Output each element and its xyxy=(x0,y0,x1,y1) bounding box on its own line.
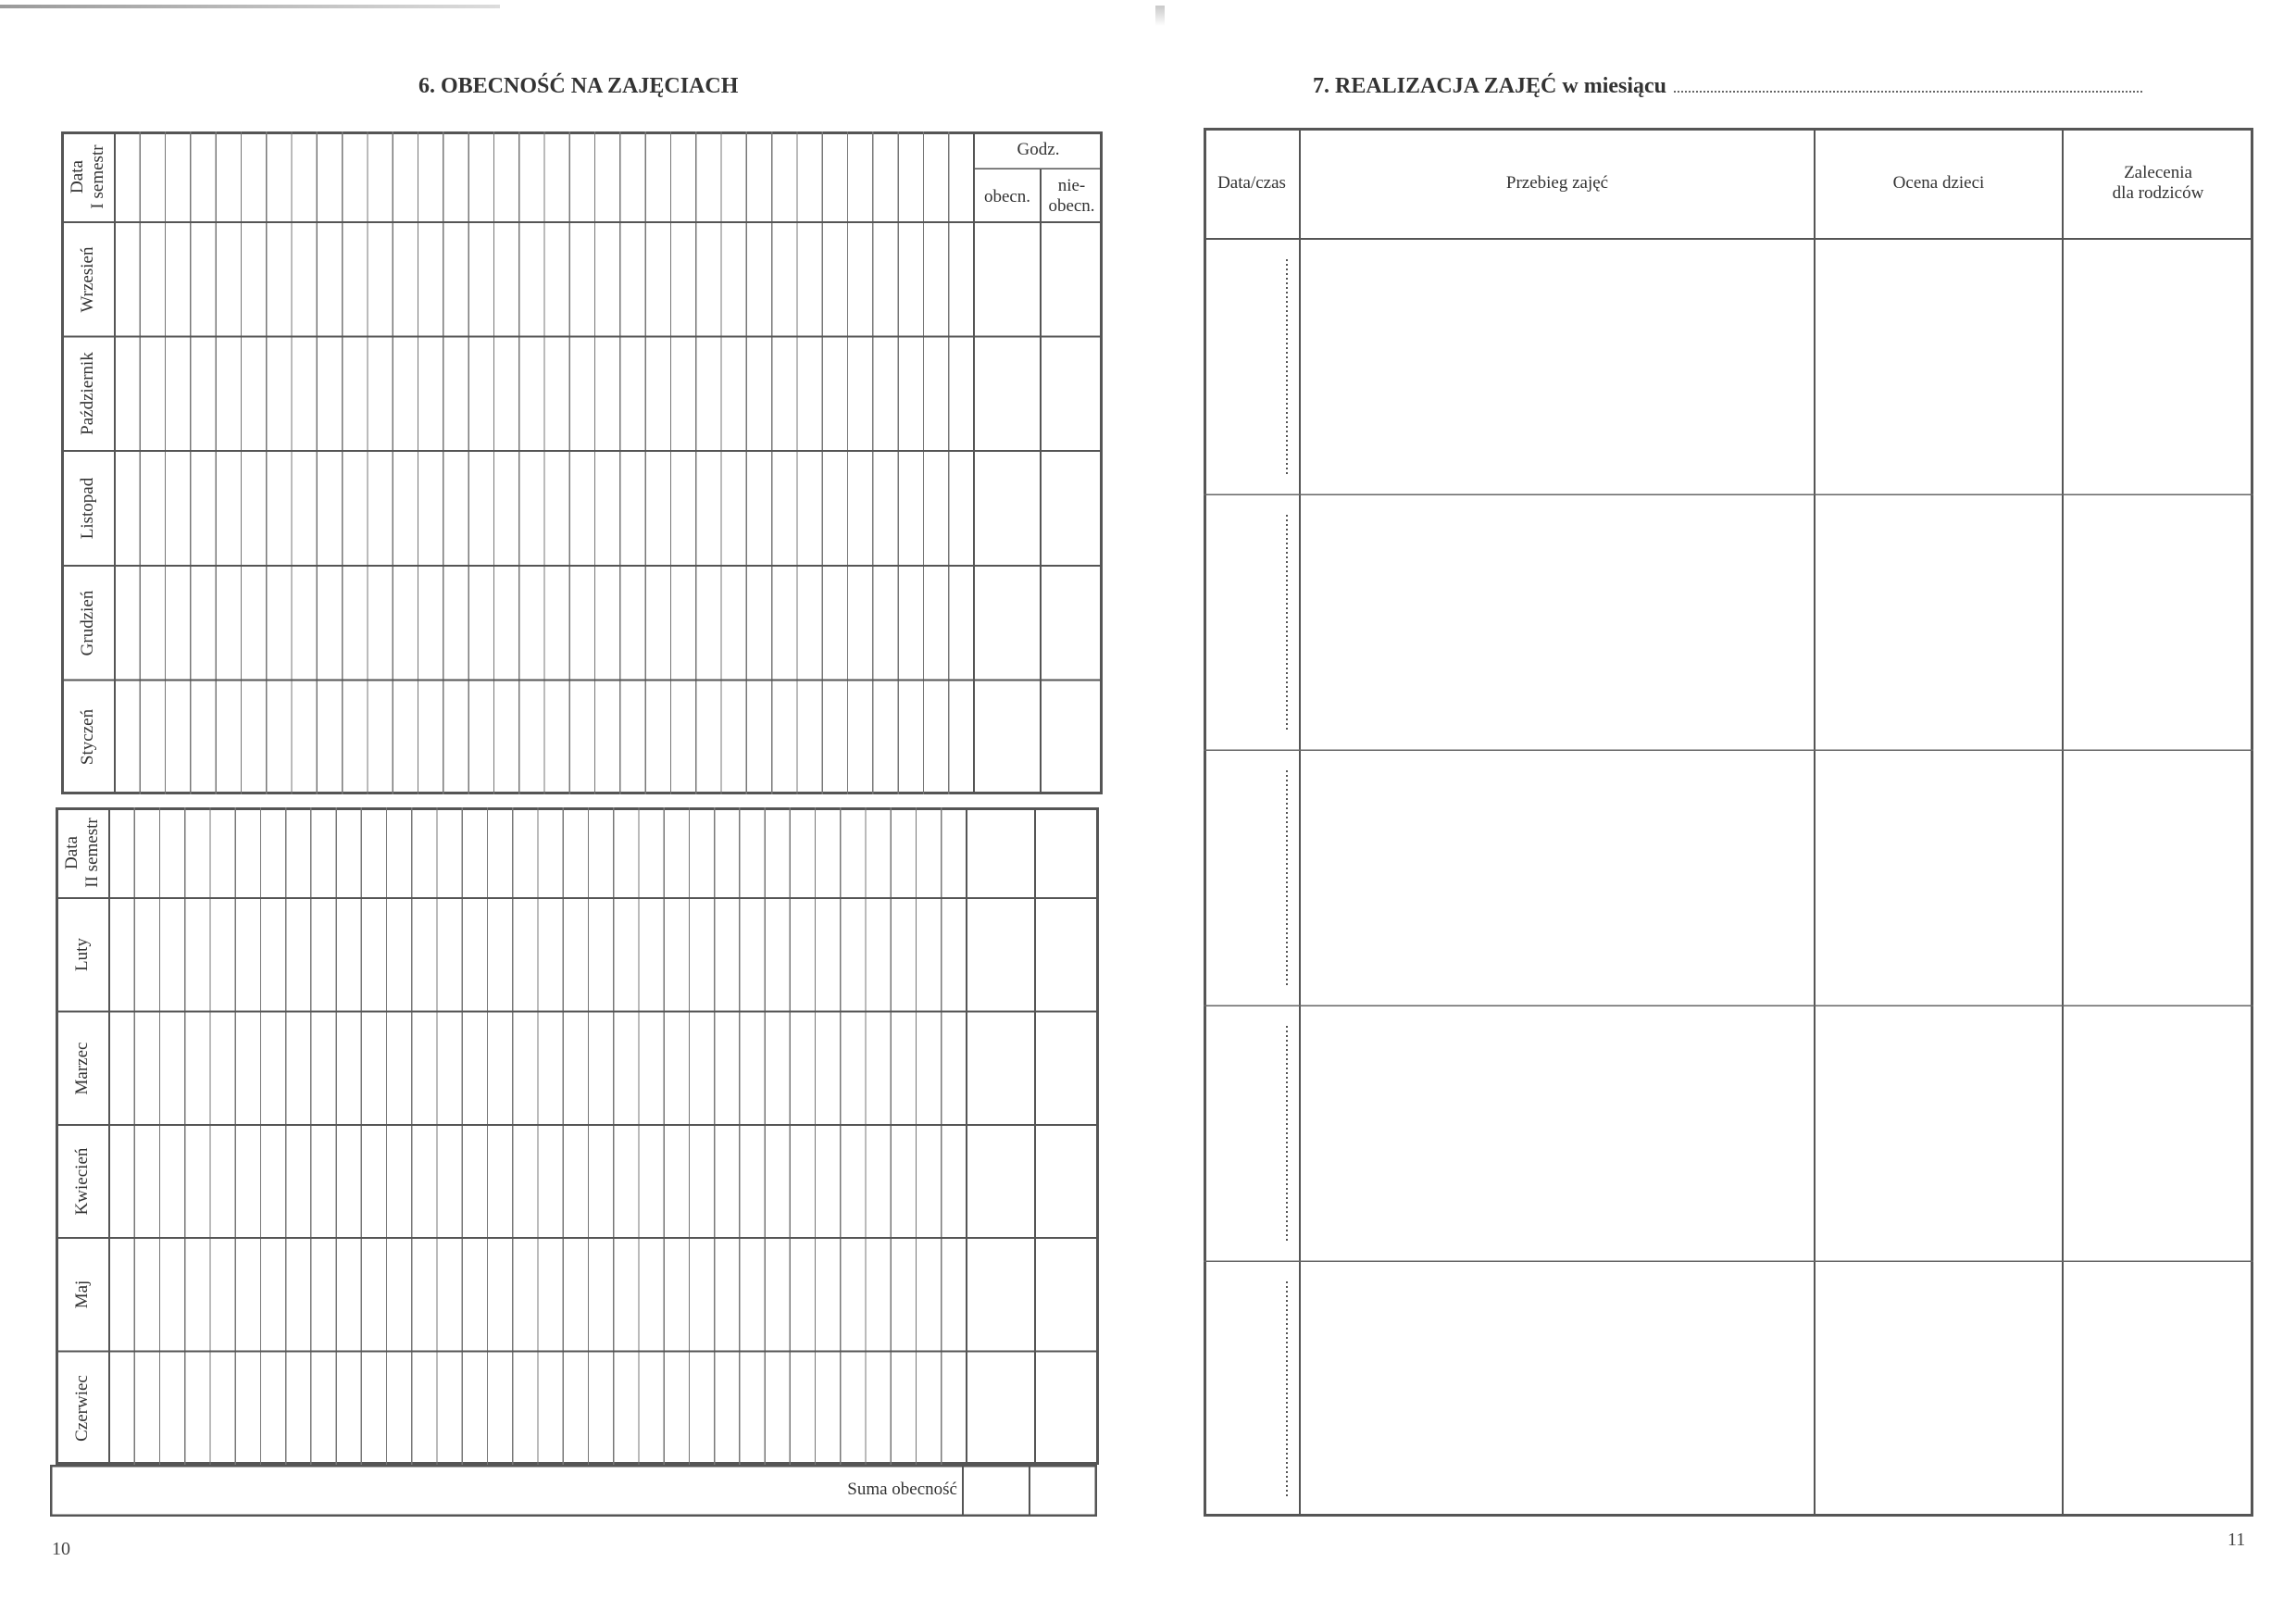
children-assessment-column-header xyxy=(1815,173,2063,194)
recommendation-cell[interactable] xyxy=(2065,497,2251,747)
semester-1-date-header xyxy=(68,131,108,222)
recommendation-cell[interactable] xyxy=(2065,753,2251,1003)
semester-2-date-header xyxy=(62,807,103,898)
present-hours-cell[interactable] xyxy=(968,1127,1033,1236)
implementation-title-text: 7. REALIZACJA ZAJĘĆ w miesiącu xyxy=(1313,74,1667,98)
present-hours-cell[interactable] xyxy=(976,224,1039,335)
course-cell[interactable] xyxy=(1303,1264,1812,1514)
semester-1-date-header-line: I semestr xyxy=(88,144,107,209)
present-hours-cell[interactable] xyxy=(968,900,1033,1009)
semester-1-date-header-line: Data xyxy=(68,160,87,194)
absent-hours-cell[interactable] xyxy=(1037,1127,1096,1236)
hours-header: Godz. xyxy=(1017,140,1060,159)
absent-column-header xyxy=(1041,176,1103,217)
absent-hours-cell[interactable] xyxy=(1037,900,1096,1009)
page-number-right: 11 xyxy=(2227,1530,2246,1550)
absent-column-header-line: nie- xyxy=(1057,176,1086,195)
absent-hours-cell[interactable] xyxy=(1042,681,1100,793)
recommendation-cell[interactable] xyxy=(2065,1008,2251,1258)
absent-hours-cell[interactable] xyxy=(1042,568,1100,679)
month-label-październik: Październik xyxy=(78,352,97,436)
course-cell[interactable] xyxy=(1303,1008,1812,1258)
date-time-cell[interactable] xyxy=(1206,1008,1297,1258)
sum-attendance-label: Suma obecność xyxy=(847,1480,957,1499)
month-label-listopad: Listopad xyxy=(78,477,97,540)
present-hours-cell[interactable] xyxy=(976,339,1039,450)
absent-hours-cell[interactable] xyxy=(1037,1240,1096,1349)
course-cell[interactable] xyxy=(1303,242,1812,492)
course-cell[interactable] xyxy=(1303,753,1812,1003)
absent-hours-cell[interactable] xyxy=(1037,1354,1096,1463)
month-fill-in-dots[interactable] xyxy=(1674,78,2142,93)
month-label-styczeń: Styczeń xyxy=(78,709,97,766)
absent-column-header-line: obecn. xyxy=(1048,196,1095,216)
date-time-cell[interactable] xyxy=(1206,753,1297,1003)
absent-hours-cell[interactable] xyxy=(1042,453,1100,564)
date-time-cell[interactable] xyxy=(1206,497,1297,747)
month-label-wrzesień: Wrzesień xyxy=(78,246,97,313)
month-label-maj: Maj xyxy=(72,1280,93,1309)
absent-hours-cell[interactable] xyxy=(1037,1013,1096,1122)
present-column-header: obecn. xyxy=(983,187,1031,206)
semester-2-date-header-line: II semestr xyxy=(82,818,102,888)
attendance-title xyxy=(418,74,738,99)
month-label-grudzień: Grudzień xyxy=(78,590,97,656)
sum-attendance-row xyxy=(50,1465,1097,1517)
parent-recommendations-column-header xyxy=(2063,163,2253,204)
present-hours-cell[interactable] xyxy=(968,1013,1033,1122)
parent-recommendations-column-header-line: dla rodziców xyxy=(2112,183,2204,203)
date-time-cell[interactable] xyxy=(1206,1264,1297,1514)
attendance-table-semester-2 xyxy=(56,807,1099,1465)
assessment-cell[interactable] xyxy=(1817,497,2060,747)
month-label-kwiecień: Kwiecień xyxy=(72,1147,93,1216)
scan-edge-line xyxy=(0,5,500,8)
month-label-marzec: Marzec xyxy=(72,1042,93,1095)
implementation-title xyxy=(1313,74,2142,99)
present-hours-cell[interactable] xyxy=(976,568,1039,679)
course-of-activities-column-header-line: Przebieg zajęć xyxy=(1505,173,1609,193)
date-time-column-header-line: Data/czas xyxy=(1217,173,1286,193)
date-time-column-header xyxy=(1204,173,1300,194)
attendance-table-semester-1 xyxy=(61,131,1103,794)
recommendation-cell[interactable] xyxy=(2065,1264,2251,1514)
date-time-cell[interactable] xyxy=(1206,242,1297,492)
present-hours-cell[interactable] xyxy=(976,453,1039,564)
assessment-cell[interactable] xyxy=(1817,242,2060,492)
attendance-title-text: 6. OBECNOŚĆ NA ZAJĘCIACH xyxy=(418,74,739,98)
assessment-cell[interactable] xyxy=(1817,753,2060,1003)
assessment-cell[interactable] xyxy=(1817,1008,2060,1258)
absent-hours-cell[interactable] xyxy=(1042,339,1100,450)
recommendation-cell[interactable] xyxy=(2065,242,2251,492)
course-cell[interactable] xyxy=(1303,497,1812,747)
page-number-left: 10 xyxy=(52,1539,70,1559)
semester-2-date-header-line: Data xyxy=(62,836,81,869)
scan-binding-mark xyxy=(1155,6,1165,26)
present-hours-cell[interactable] xyxy=(976,681,1039,793)
month-label-luty: Luty xyxy=(72,938,93,972)
month-label-czerwiec: Czerwiec xyxy=(72,1374,93,1442)
sum-present-cell[interactable] xyxy=(964,1467,1029,1515)
assessment-cell[interactable] xyxy=(1817,1264,2060,1514)
absent-hours-cell[interactable] xyxy=(1042,224,1100,335)
present-hours-cell[interactable] xyxy=(968,1240,1033,1349)
present-hours-cell[interactable] xyxy=(968,1354,1033,1463)
sum-absent-cell[interactable] xyxy=(1030,1467,1095,1515)
attendance-grid-semester-2[interactable] xyxy=(56,807,1099,1465)
parent-recommendations-column-header-line: Zalecenia xyxy=(2124,163,2192,182)
children-assessment-column-header-line: Ocena dzieci xyxy=(1892,173,1985,193)
implementation-table xyxy=(1204,128,2253,1517)
course-of-activities-column-header xyxy=(1300,173,1815,194)
attendance-grid-semester-1[interactable] xyxy=(61,131,1103,794)
